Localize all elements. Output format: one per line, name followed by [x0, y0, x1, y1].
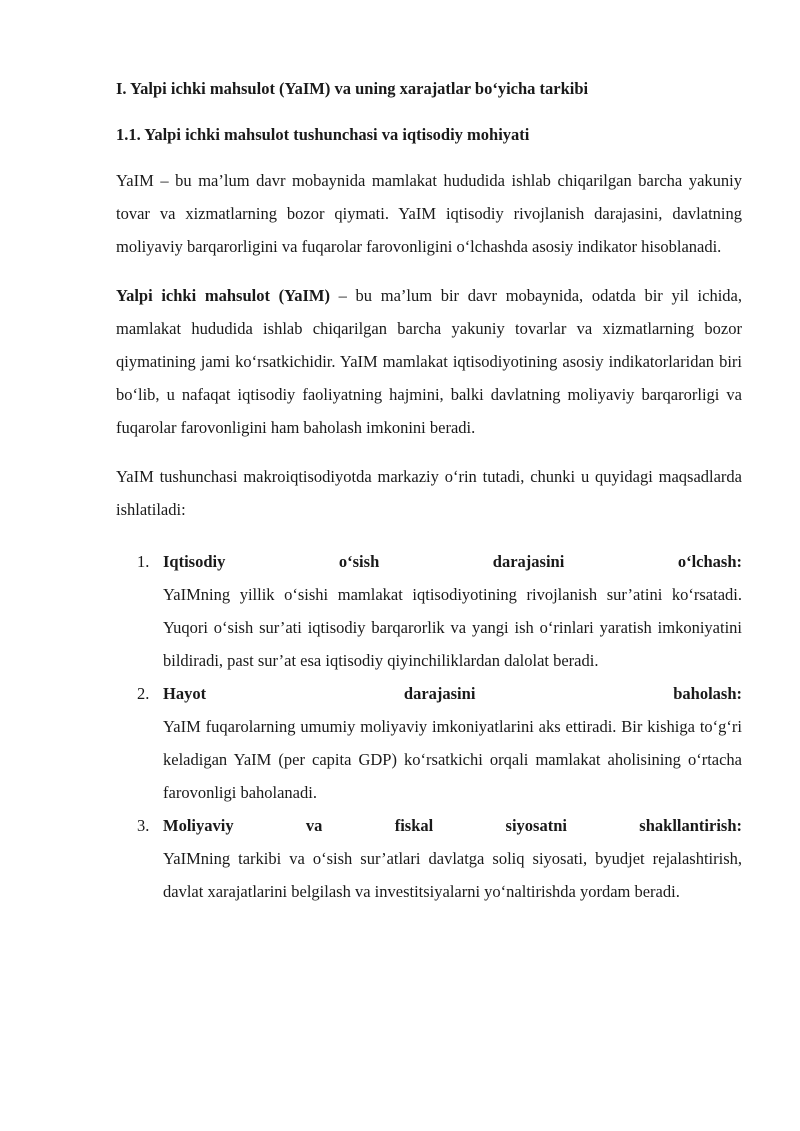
- paragraph-usage-intro: YaIM tushunchasi makroiqtisodiyotda markaziy o‘rin tutadi, chunki u quyidagi maqsadlarda ishlatiladi:: [116, 467, 742, 519]
- list-item-number: 1.: [137, 552, 150, 571]
- paragraph-lead-term: Yalpi ichki mahsulot (YaIM): [116, 286, 330, 305]
- list-item-body: YaIMning tarkibi va o‘sish sur’atlari davlatga soliq siyosati, byudjet rejalashtirish, davlat xarajatlarini belgilash va investitsiyalarni yo‘naltirishda yordam beradi.: [163, 849, 742, 901]
- list-item-title: Iqtisodiy o‘sish darajasini o‘lchash:: [163, 552, 742, 571]
- list-item-body: YaIMning yillik o‘sishi mamlakat iqtisodiyotining rivojlanish sur’atini ko‘rsatadi. Yuqori o‘sish sur’ati iqtisodiy barqarorlik va yangi ish o‘rinlari yaratish imkoniyatini bildiradi, past sur’at esa iqtisodiy qiyinchiliklardan dalolat beradi.: [163, 585, 742, 670]
- paragraph-gdp-text: – bu ma’lum bir davr mobaynida, odatda bir yil ichida, mamlakat hududida ishlab chiqarilgan barcha yakuniy tovarlar va xizmatlarning bozor qiymatining jami ko‘rsatkichidir. YaIM mamlakat iqtisodiyotining asosiy indikatorlaridan biri bo‘lib, u nafaqat iqtisodiy faoliyatning hajmini, balki davlatning moliyaviy barqarorligi va fuqarolar farovonligini ham baholash imkonini beradi.: [116, 286, 743, 437]
- list-item-title: Moliyaviy va fiskal siyosatni shakllantirish:: [163, 816, 742, 835]
- document-page: [116, 72, 742, 908]
- list-item: [116, 677, 742, 809]
- list-item-body: YaIM fuqarolarning umumiy moliyaviy imkoniyatlarini aks ettiradi. Bir kishiga to‘g‘ri keladigan YaIM (per capita GDP) ko‘rsatkichi orqali mamlakat aholisining o‘rtacha farovonligi baholanadi.: [163, 717, 742, 802]
- list-item-title: Hayot darajasini baholash:: [163, 684, 742, 703]
- section-heading: I. Yalpi ichki mahsulot (YaIM) va uning xarajatlar bo‘yicha tarkibi: [116, 79, 589, 98]
- list-item: [116, 809, 742, 908]
- paragraph-definition: YaIM – bu ma’lum davr mobaynida mamlakat hududida ishlab chiqarilgan barcha yakuniy tovar va xizmatlarning bozor qiymati. YaIM iqtisodiy rivojlanish darajasini, davlatning moliyaviy barqarorligini va fuqarolar farovonligini o‘lchashda asosiy indikator hisoblanadi.: [116, 171, 742, 256]
- list-item: [116, 545, 742, 677]
- list-item-number: 2.: [137, 684, 150, 703]
- subsection-heading: 1.1. Yalpi ichki mahsulot tushunchasi va iqtisodiy mohiyati: [116, 125, 530, 144]
- paragraph-gdp-detail: [116, 279, 742, 444]
- purpose-list: [116, 545, 742, 908]
- list-item-number: 3.: [137, 816, 150, 835]
